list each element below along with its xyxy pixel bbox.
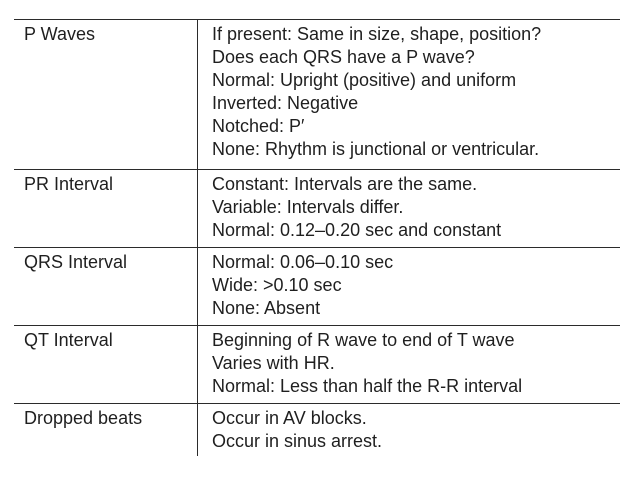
description-line: Constant: Intervals are the same. xyxy=(212,174,478,194)
description-line: Wide: >0.10 sec xyxy=(212,275,342,295)
row-description xyxy=(212,329,620,398)
row-label: P Waves xyxy=(24,24,96,44)
row-description xyxy=(212,23,620,161)
description-line: If present: Same in size, shape, position? xyxy=(212,24,542,44)
description-line: Inverted: Negative xyxy=(212,93,359,113)
row-description xyxy=(212,173,620,242)
row-label: QRS Interval xyxy=(24,252,128,272)
table-row-qt-interval xyxy=(14,325,620,403)
description-line: Normal: Upright (positive) and uniform xyxy=(212,70,517,90)
description-line: Normal: Less than half the R-R interval xyxy=(212,376,523,396)
description-line: Varies with HR. xyxy=(212,353,335,373)
description-line: Normal: 0.06–0.10 sec xyxy=(212,252,394,272)
description-line: Normal: 0.12–0.20 sec and constant xyxy=(212,220,502,240)
table-row-qrs-interval xyxy=(14,247,620,325)
description-line: None: Absent xyxy=(212,298,321,318)
description-line: Does each QRS have a P wave? xyxy=(212,47,475,67)
description-line: Variable: Intervals differ. xyxy=(212,197,404,217)
table-row-pr-interval xyxy=(14,169,620,247)
table-row-dropped-beats xyxy=(14,403,620,461)
description-line: Notched: P′ xyxy=(212,116,305,136)
row-label: PR Interval xyxy=(24,174,114,194)
description-line: None: Rhythm is junctional or ventricular. xyxy=(212,139,540,159)
row-description xyxy=(212,407,620,453)
column-divider xyxy=(197,19,198,456)
row-label: Dropped beats xyxy=(24,408,143,428)
row-label: QT Interval xyxy=(24,330,113,350)
description-line: Occur in AV blocks. xyxy=(212,408,367,428)
description-line: Occur in sinus arrest. xyxy=(212,431,383,451)
table-row-p-waves xyxy=(14,19,620,169)
row-description xyxy=(212,251,620,320)
description-line: Beginning of R wave to end of T wave xyxy=(212,330,515,350)
ecg-criteria-table xyxy=(14,19,620,461)
